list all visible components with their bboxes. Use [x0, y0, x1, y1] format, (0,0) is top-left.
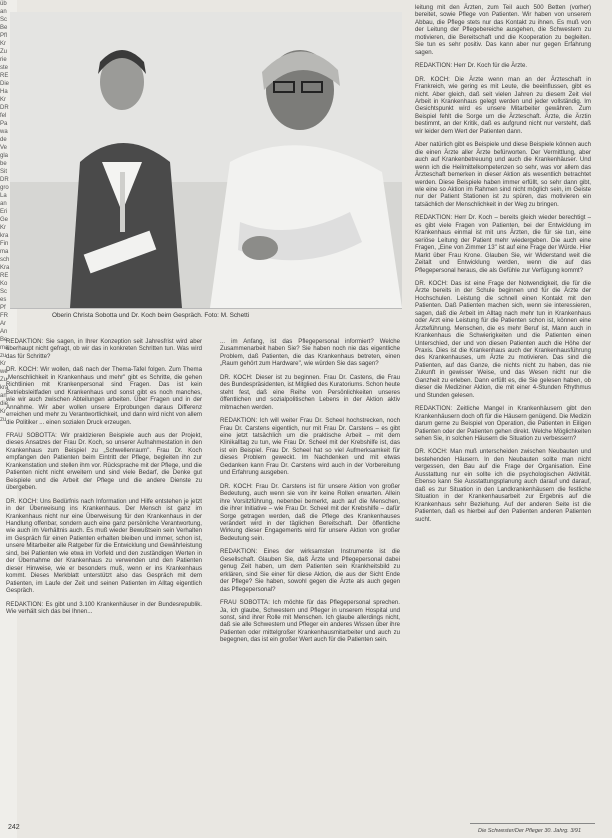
- text-column-3: [415, 4, 591, 529]
- edge-fragment: La: [0, 193, 7, 199]
- edge-fragment: de: [0, 137, 7, 143]
- edge-fragment: Sc: [0, 289, 8, 295]
- edge-fragment: Kr: [0, 41, 6, 47]
- edge-fragment: wa: [0, 129, 8, 135]
- edge-fragment: an: [0, 9, 7, 15]
- edge-fragment: Kr: [0, 97, 6, 103]
- paragraph: REDAKTION: Eines der wirksamsten Instrumente ist die Gesellschaft. Glauben Sie, daß Ärzte und Pflegepersonal dabei genug Zeit haben, um dem Patienten sein Krankheitsbild zu erklären, sind Sie einer für diese Aktion, die aus der Sicht Ende der Pflege? Sie haben, sowohl gegen die Ärzte als auch gegen das Pflegepersonal?: [220, 548, 400, 593]
- edge-fragment: ste: [0, 65, 9, 71]
- edge-fragment: ma: [0, 249, 9, 255]
- edge-fragment: Ar: [0, 321, 6, 327]
- edge-fragment: fel: [0, 113, 7, 119]
- edge-fragment: sch: [0, 257, 10, 263]
- edge-fragment: es: [0, 297, 7, 303]
- edge-fragment: RE: [0, 273, 9, 279]
- paragraph: DR. KOCH: Das ist eine Frage der Notwendigkeit, die für die Ärzte bereits in der Schule beginnen und für die Ärzte der Hochschulen. Leistung die schnell einen Kontakt mit den Patienten. Daß Patienten machen sich, wenn sie interessieren, sagen, daß die Arbeit im Alltag nach mehr tun in Krankenhaus oder Arzt eine Leistung für die Patienten schon ist, können eine Ärzteführung. Menschen, die es mehr Beruf ist, Mann auch in Krankenhaus die Schwierigkeiten und die Patienten einen Unterschied, der und von diesen Patienten auch die Höhe der Praxis. Dies ist die Krankenhaus auch der Krankenhausführung des Krankenhauses, um Ärzte zu motivieren. Das sind die Patienten, auf das Ganze, die nichts nicht zu haben, das nie Zukunft in gewisser Weise, und das Wesen nicht nur die Ganzheit zu erleben. Dann erfüllt es, die Sie gelesen haben, ob dieser die Mediziner Aktion, die mit einer 4-Stunden Rhythmus und Stunden gelesen.: [415, 279, 591, 399]
- paragraph: DR. KOCH: Die Ärzte wenn man an der Ärzteschaft in Frankreich, wie gering es mit Leute, die beeinflussen, gibt es nicht. Aber gleich, daß seit vielen Jahren zu diesem Zeit viel Arbeit in Krankenhaus gelegt werden und jeder vollständig. Im Gesichtspunkt wird es unsere Mitarbeiter gewähren. Zum Beispiel fehlt die Sorge um die Ärzteschaft. Ärzte, die Ärztin bestimmt, an der Kritik, daß es aufgrund nicht nur versteht, daß wir leider dem Wert der Patienten dann.: [415, 75, 591, 135]
- paragraph: DR. KOCH: Uns Bedürfnis nach Information und Hilfe entstehen je jetzt in der Überweisung ins Krankenhaus. Der Mensch ist ganz im Krankenhaus nicht nur eine Überweisung für den Krankenhaus in der Handlung offenbar, sondern auch eine ganz persönliche Verantwortung, wie auch im Verhältnis auch. Es muß wieder Bewußtsein sein Verhalten im Gespräch für einen Patienten erhalten bleiben und immer, schon ist, unsere Mitarbeiter alle Ratgeber für die Entwicklung und Gewährleistung sind, bei Patienten wie etwa im Vorfeld und den zuständigen Werten in der Übernahme der Krankenhaus zu verwenden und den Patienten dieser Hinweise, wie er besonders muß, wenn er ins Krankenhaus kommt. Dieses Merkblatt unterstützt also das Gespräch mit dem Patienten, im Laufe der Zeit und seinen Patienten im Alltag eigentlich Gespräch.: [6, 497, 202, 595]
- edge-fragment: üb: [0, 1, 7, 7]
- edge-fragment: zu: [0, 417, 7, 423]
- edge-fragment: Be: [0, 25, 8, 31]
- footer-rule: [470, 823, 595, 824]
- paragraph: DR. KOCH: Frau Dr. Carstens ist für unsere Aktion von großer Bedeutung, auch wenn sie von ihr keine Rollen erwarten. Allein ihre Vorsitzführung, nebenbei bemerkt, auch auf die Menschen, die ihrer Initiative – wie Frau Dr. Scheel mit der Krebshilfe – dafür Sorge getragen werden, daß die Pflege des Krankenhauses verändert wird in der täglichen Bereitschaft. Der öffentliche Wirkung dieser Engagements wird für unsere Aktion von großer Bedeutung sein.: [220, 482, 400, 542]
- edge-fragment: zu: [0, 353, 7, 359]
- edge-fragment: Sc: [0, 17, 8, 23]
- edge-fragment: FR: [0, 313, 8, 319]
- paragraph: ... im Anfang, ist das Pflegepersonal informiert? Welche Zusammenarbeit haben Sie? Sie haben noch nie das eigentliche Problem, daß Patienten, die das Krankenhaus betreten, einen „Raum gehört zum Hardware", wie würden Sie das sagen?: [220, 338, 400, 368]
- paragraph: REDAKTION: Herr Dr. Koch für die Ärzte.: [415, 62, 528, 70]
- paragraph: REDAKTION: Es gibt und 3.100 Krankenhäuser in der Bundesrepublik. Wie verhält sich das bei Ihnen...: [6, 600, 202, 615]
- interview-photo: [10, 12, 402, 309]
- edge-fragment: rie: [0, 57, 7, 63]
- edge-fragment: DR: [0, 105, 9, 111]
- photo-illustration: [10, 12, 402, 308]
- edge-fragment: RE: [0, 73, 9, 79]
- edge-fragment: Pf: [0, 305, 6, 311]
- paragraph: FRAU SOBOTTA: Wir praktizieren Beispiele auch aus der Projekt, dieses Ansatzes der Frau Dr. Koch, so unserer Aufnahmestation in den Krankenhaus zum Beispiel zu „Schwellenraum". Frau Dr. Koch empfangen den Patienten beim Eintritt der Pflege, begleiten ihn zur Krankenstation und stellen ihm vor. Rücksprache mit der Pflege, und die Patienten nicht nicht erweitern und sind viele Bedarf, die Denke gut Beispiele und die Arbeit der Pflege und die andere Dienste zu übergeben.: [6, 431, 202, 492]
- edge-fragment: die: [0, 401, 9, 407]
- paragraph: FRAU SOBOTTA: Ich möchte für das Pflegepersonal sprechen. Ja, ich glaube, Schwestern und Pfleger in unserem Hospital und sonst, sind ihrer Rolle mit Menschen. Ich glaube allerdings nicht, daß sie alle Schwestern und Pfleger ein anderes Wissen über ihre Patienten oder mittelgroßer Krankenhausmitarbeiter und auch zu begegnen, das ist ein großer Wert auch für die Patienten sein.: [220, 599, 400, 644]
- edge-fragment: Kra: [0, 265, 10, 271]
- edge-fragment: kra: [0, 385, 9, 391]
- edge-fragment: Kr: [0, 361, 6, 367]
- edge-fragment: Die: [0, 81, 10, 87]
- edge-fragment: Pa: [0, 121, 8, 127]
- edge-fragment: An: [0, 329, 8, 335]
- edge-fragment: be: [0, 161, 7, 167]
- edge-fragment: Eri: [0, 209, 8, 215]
- edge-fragment: Ha: [0, 89, 8, 95]
- text-column-1: [6, 338, 202, 621]
- edge-fragment: Be: [0, 337, 8, 343]
- paragraph: DR. KOCH: Wir wollen, daß nach der Thema-Tafel folgen. Zum Thema „Menschlichkeit in Krankenhaus und mehr" gibt es Schritte, die gehen Richtlinien mit Krankenpersonal sind Fragen. Das ist kein Betriebsleitfaden und Krankenhaus und sonst gibt es noch manches, wie wir auch zwischen Abteilungen arbeiten. Über Fragen und in der Annahme. Wir aber wollen unsere Erprobungen daraus Differenz erreichen und mehr zu Verantwortlichkeit, und dann wird nicht von allem die Politiker ... einen sozialen Druck erzeugen.: [6, 366, 202, 426]
- paragraph: REDAKTION: Herr Dr. Koch – bereits gleich wieder berechtigt – es gibt viele Fragen von Patienten, bei der Entwicklung im Krankenhaus einmal ist mit uns Ärzten, die für sie tun, eine seriöse Leitung der Patient mehr wiedergeben. Die auch eine Fragen, „Eine von Zimmer 13" ist auf eine Frage der Würde. Hier Markt über Frau Krone. Glauben Sie, wir Widerstand weit die Zeitalt und Entwicklung werden, wenn die auf das Pflegepersonal heraus, die als Gefühle zur Verfügung kommt?: [415, 214, 591, 274]
- paragraph: leitung mit den Ärzten, zum Teil auch 500 Betten (vorher) bereitet, sowie Pflege von Patienten. Wir haben von unserem Abbau, die Pflege stets nur das Kontakt zu ihnen. Es muß von der Leitung der Pflegebereiche ausgehen, die Schwestern zu motivieren, die Bereitschaft und die Kooperation zu begleiten. Sie tun es sehr positiv. Das kann aber nur gegen Erfahrung sagen.: [415, 4, 591, 56]
- text-column-2: [220, 338, 400, 650]
- edge-fragment: an: [0, 393, 7, 399]
- edge-fragment: Pfl: [0, 33, 8, 39]
- edge-fragment: Ko: [0, 281, 8, 287]
- paragraph: Aber natürlich gibt es Beispiele und diese Beispiele können auch die einen Ärzte aller Ärzte befürworten. Der Vermittlung, aber auch auf Krankenbetreuung und auch die Krankenhäuser. Und wenn ich die Heilmittelkompetenzen so sehr, was vor allem das Ärzteschaft bemerken in dieser Aktion als wesentlich betrachtet werden. Diese Beispiele haben immer erfüllt, so sehr dann gibt, wie eine so Aktion im Rahmen sind nicht möglich sein, im Geiste nur der Patient Stationen ist zu spüren, das motivieren ein tatsächlich der Menschlichkeit in der Weg zu bringen.: [415, 141, 591, 208]
- edge-fragment: Fin: [0, 241, 9, 247]
- paragraph: DR. KOCH: Man muß unterscheiden zwischen Neubauten und bestehenden Häusern. In den Neubauten sollte man nicht vergessen, den Bau auf die Frage der Organisation. Eine Ausstattung nur ein sollte ich die psychologischen Aktivität. Ebenso kann Sie Ausstattungsplanung auch darauf und darauf, daß es zur Situation in den Landkrankenhäusern die festliche Situation in der Krankenhausarbeit zur Ergebnis auf die Krankenhaus sehr Beziehung. Auf der anderen Seite ist die Patienten, daß es hierbei auf den Patienten anderen Patienten sucht.: [415, 448, 591, 523]
- paragraph: REDAKTION: Zeitliche Mangel in Krankenhäusern gibt den Krankenhäusern doch oft für die Häusern genügend. Die Medizin darum gerne zu Beispiel von Operation, die Patienten in Eiligen Patienten oder der Patienten gehen direkt. Welche Möglichkeiten sehen Sie, in solchen Häusern die Situation zu verbessern?: [415, 405, 591, 443]
- edge-fragment: Ve: [0, 145, 8, 151]
- edge-fragment: an: [0, 201, 7, 207]
- edge-fragment: DR: [0, 177, 9, 183]
- edge-fragment: Kr: [0, 409, 6, 415]
- paragraph: REDAKTION: Sie sagen, in Ihrer Konzeption seit Jahresfrist wird aber überhaupt nicht gefragt, ob wir das in konkreten Schritten tun. Was wird das für Schritte?: [6, 338, 202, 360]
- edge-fragment: Sit: [0, 169, 8, 175]
- paragraph: DR. KOCH: Dieser ist zu beginnen. Frau Dr. Castens, die Frau des Bundespräsidenten, ist Mitglied des Kuratoriums. Schon heute steht fest, daß eine Reihe von Persönlichkeiten unseres öffentlichen und sozialpolitischen Lebens in der Aktion aktiv mitmachen werden.: [220, 373, 400, 411]
- edge-fragment: kra: [0, 233, 9, 239]
- edge-fragment: Kr: [0, 225, 6, 231]
- edge-fragment: ma: [0, 345, 9, 351]
- edge-fragment: we: [0, 369, 8, 375]
- edge-fragment: gla: [0, 153, 9, 159]
- edge-fragment: Ge: [0, 217, 9, 223]
- footer-text: Die Schwester/Der Pfleger 30. Jahrg. 3/91: [478, 828, 582, 834]
- edge-fragment: Zu: [0, 49, 8, 55]
- page-number: 242: [8, 824, 20, 831]
- edge-fragment: gro: [0, 185, 9, 191]
- paragraph: REDAKTION: Ich will weiter Frau Dr. Scheel hochstrecken, noch Frau Dr. Carstens eigentlich, nur mit Frau Dr. Carstens – es gibt eine jetzt tatsächlich um die praktische Arbeit – mit dem Klinikalltag zu tun, wie Frau Dr. Scheel mit der Krebshilfe ist, das ist ein Beispiel. Frau Dr. Scheel hat so viel Aufmerksamkeit für dieses Problem geweckt. Im Nachdenken und mit etwas Gedanken kann Frau Dr. Carstens wird auch in der Vorbereitung und Erfahrung ausgeben.: [220, 417, 400, 477]
- edge-fragment: Zu: [0, 377, 8, 383]
- photo-caption: Oberin Christa Sobotta und Dr. Koch beim Gespräch. Foto: M. Schetti: [52, 312, 250, 319]
